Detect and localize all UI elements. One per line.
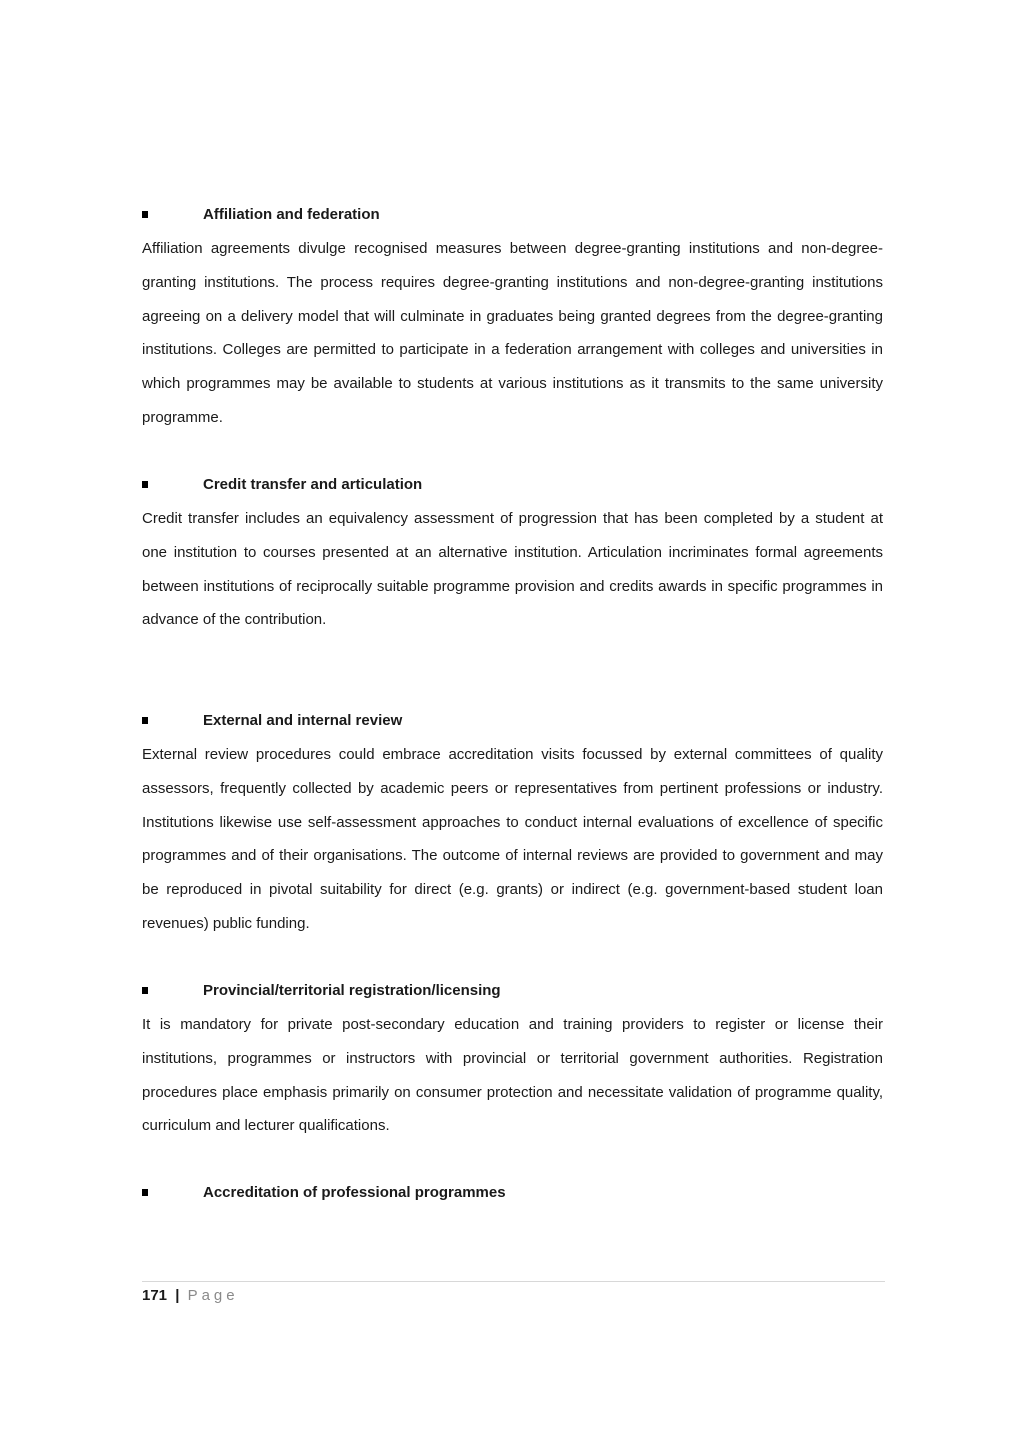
section-paragraph: Credit transfer includes an equivalency assessment of progression that has been completed by a student at one institution to courses presented at an alternative institution. Articulation incriminates formal agreements between institutions of reciprocally suitable programme provision and credits awards in specific programmes in advance of the contribution. [142, 510, 883, 629]
square-bullet-icon [142, 717, 148, 724]
page-label: Page [187, 1287, 239, 1304]
footer-divider [142, 1281, 885, 1282]
section-heading-text: External and internal review [203, 712, 403, 729]
section-paragraph: External review procedures could embrace accreditation visits focussed by external committees of quality assessors, frequently collected by academic peers or representatives from pertinent professions or industry. Institutions likewise use self-assessment approaches to conduct internal evaluations of excellence of specific programmes and of their organisations. The outcome of internal reviews are provided to government and may be reproduced in pivotal suitability for direct (e.g. grants) or indirect (e.g. government-based student loan revenues) public funding. [142, 746, 883, 932]
section-heading [142, 468, 883, 502]
section-review [142, 704, 883, 941]
section-heading-text: Accreditation of professional programmes [203, 1184, 506, 1201]
page-number: 171 [142, 1287, 168, 1304]
section-paragraph: It is mandatory for private post-secondary education and training providers to register or license their institutions, programmes or instructors with provincial or territorial government authorities. Registration procedures place emphasis primarily on consumer protection and necessitate validation of programme quality, curriculum and lecturer qualifications. [142, 1016, 883, 1135]
section-registration [142, 974, 883, 1143]
section-paragraph: Affiliation agreements divulge recognised measures between degree-granting institutions and non-degree-granting institutions. The process requires degree-granting institutions and non-degree-granting institutions agreeing on a delivery model that will culminate in graduates being granted degrees from the degree-granting institutions. Colleges are permitted to participate in a federation arrangement with colleges and universities in which programmes may be available to students at various institutions as it transmits to the same university programme. [142, 240, 883, 426]
square-bullet-icon [142, 1189, 148, 1196]
footer-separator: | [175, 1287, 180, 1304]
page-footer [142, 1285, 239, 1307]
section-credit-transfer [142, 468, 883, 637]
section-heading [142, 704, 883, 738]
section-heading-text: Affiliation and federation [203, 206, 380, 223]
square-bullet-icon [142, 211, 148, 218]
section-accreditation [142, 1176, 883, 1210]
section-heading-text: Credit transfer and articulation [203, 476, 423, 493]
section-affiliation [142, 198, 883, 435]
section-heading [142, 1176, 883, 1210]
section-heading [142, 974, 883, 1008]
section-heading-text: Provincial/territorial registration/licensing [203, 982, 501, 999]
section-heading [142, 198, 883, 232]
square-bullet-icon [142, 987, 148, 994]
square-bullet-icon [142, 481, 148, 488]
